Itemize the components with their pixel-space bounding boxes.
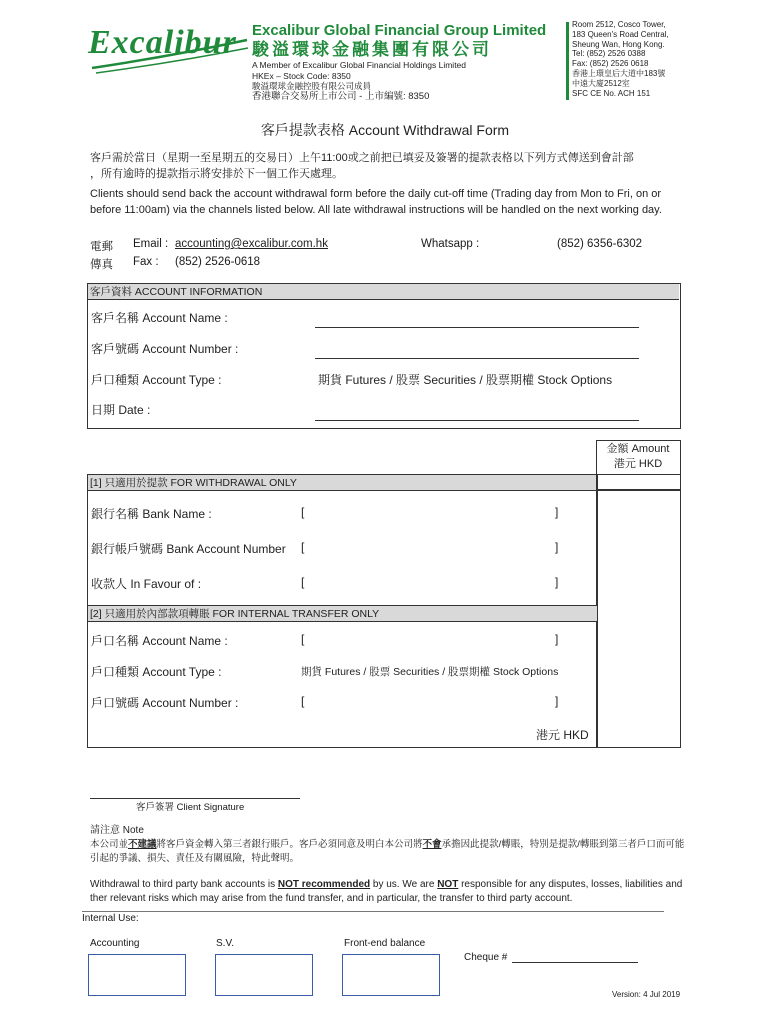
company-name-en: Excalibur Global Financial Group Limited bbox=[252, 22, 547, 39]
accounting-label: Accounting bbox=[90, 938, 140, 949]
transfer-header: [2] 只適用於內部款項轉賬 FOR INTERNAL TRANSFER ONLY bbox=[88, 606, 597, 622]
total-row-spacer bbox=[88, 716, 597, 718]
intro-zh-1: 客戶需於當日（星期一至星期五的交易日）上午11:00或之前把已填妥及簽署的提款表格以下列方式傳送到會計部 bbox=[90, 152, 634, 164]
version-label: Version: 4 Jul 2019 bbox=[612, 990, 681, 999]
amount-header-rule bbox=[597, 489, 680, 491]
account-number-label: 客戶號碼 Account Number : bbox=[91, 342, 239, 356]
hkex-line: HKEx – Stock Code: 8350 bbox=[252, 70, 351, 81]
frontend-balance-label: Front-end balance bbox=[344, 938, 426, 949]
bracket-close: ] bbox=[555, 540, 559, 554]
address-line: Room 2512, Cosco Tower, bbox=[572, 20, 666, 29]
bracket-close: ] bbox=[555, 694, 559, 708]
company-address bbox=[572, 20, 669, 98]
signature-label: 客戶簽署 Client Signature bbox=[136, 802, 245, 813]
transfer-type-options[interactable]: 期貨 Futures / 股票 Securities / 股票期權 Stock Options bbox=[301, 666, 559, 678]
email-zh-label: 電郵 bbox=[90, 241, 113, 253]
account-type-options[interactable]: 期貨 Futures / 股票 Securities / 股票期權 Stock Options bbox=[318, 373, 613, 387]
note-zh-post: 承擔因此提款/轉賬，特別是提款/轉賬到第三者戶口而可能引起的爭議、損失、責任及有關風險，特此聲明。 bbox=[90, 839, 685, 864]
transfer-number-input[interactable] bbox=[308, 689, 552, 709]
note-en-post: responsible for any disputes, losses, liabilities and ther relevant risks which may arise from the fund transfer, and in particular, the transfer to third party account. bbox=[90, 879, 683, 904]
address-line: Sheung Wan, Hong Kong. bbox=[572, 39, 665, 49]
transfer-type-label: 戶口種類 Account Type : bbox=[91, 665, 222, 679]
address-divider bbox=[566, 22, 569, 100]
amount-header-box bbox=[596, 440, 681, 474]
bracket-close: ] bbox=[555, 575, 559, 589]
company-name-zh: 駿溢環球金融集團有限公司 bbox=[252, 40, 492, 59]
transfer-number-label: 戶口號碼 Account Number : bbox=[91, 696, 239, 710]
account-type-label: 戶口種類 Account Type : bbox=[91, 373, 222, 387]
bracket-close: ] bbox=[555, 632, 559, 646]
transfer-name-input[interactable] bbox=[308, 627, 552, 647]
bank-account-input[interactable] bbox=[308, 535, 552, 555]
company-info bbox=[252, 22, 546, 102]
favour-input[interactable] bbox=[308, 570, 552, 590]
bank-name-label: 銀行名稱 Bank Name : bbox=[91, 507, 212, 521]
bracket-open: [ bbox=[301, 575, 305, 589]
note-en-bold-2: NOT bbox=[437, 879, 459, 890]
account-name-label: 客戶名稱 Account Name : bbox=[91, 311, 228, 325]
sv-label: S.V. bbox=[216, 938, 234, 949]
date-field[interactable] bbox=[315, 420, 639, 421]
member-line: A Member of Excalibur Global Financial Holdings Limited bbox=[252, 60, 467, 70]
bracket-open: [ bbox=[301, 540, 305, 554]
note-en-bold-1: NOT recommended bbox=[277, 879, 371, 890]
internal-use-divider bbox=[82, 911, 664, 912]
whatsapp-label: Whatsapp : bbox=[421, 238, 480, 250]
sv-box[interactable] bbox=[215, 954, 313, 996]
cheque-field[interactable] bbox=[512, 962, 638, 963]
whatsapp-value: (852) 6356-6302 bbox=[557, 238, 643, 250]
form-title: 客戶提款表格 Account Withdrawal Form bbox=[260, 122, 510, 138]
email-label: Email : bbox=[133, 238, 169, 250]
cheque-label: Cheque # bbox=[464, 952, 508, 963]
account-number-field[interactable] bbox=[315, 358, 639, 359]
note-zh bbox=[90, 838, 690, 866]
bracket-open: [ bbox=[301, 694, 305, 708]
bracket-open: [ bbox=[301, 505, 305, 519]
note-zh-bold-2: 不會 bbox=[422, 839, 442, 850]
date-label: 日期 Date : bbox=[91, 403, 151, 417]
address-line: Fax: (852) 2526 0618 bbox=[572, 59, 649, 69]
note-en bbox=[90, 878, 690, 906]
withdrawal-header: [1] 只適用於提款 FOR WITHDRAWAL ONLY bbox=[88, 475, 597, 491]
email-link[interactable]: accounting@excalibur.com.hk bbox=[175, 238, 328, 250]
note-zh-mid: 將客戶資金轉入第三者銀行賬戶。客戶必須同意及明白本公司將 bbox=[156, 839, 423, 850]
note-zh-pre: 本公司並 bbox=[90, 839, 129, 850]
listed-line-zh: 香港聯合交易所上市公司 - 上市編號: 8350 bbox=[252, 90, 430, 102]
address-line: 中遠大廈2512室 bbox=[572, 78, 630, 88]
fax-label: Fax : bbox=[133, 256, 159, 268]
bracket-open: [ bbox=[301, 632, 305, 646]
address-line: 183 Queen's Road Central, bbox=[572, 29, 669, 39]
company-logo bbox=[82, 18, 252, 78]
note-en-pre: Withdrawal to third party bank accounts is bbox=[90, 879, 278, 890]
logo-text: Excalibur bbox=[88, 24, 237, 61]
amount-input[interactable] bbox=[599, 492, 679, 746]
bank-account-label: 銀行帳戶號碼 Bank Account Number bbox=[91, 542, 286, 556]
intro-zh-2: ，所有逾時的提款指示將安排於下一個工作天處理。 bbox=[90, 168, 343, 180]
note-title: 請注意 Note bbox=[90, 825, 144, 836]
total-currency-label: 港元 HKD bbox=[536, 728, 589, 742]
frontend-balance-box[interactable] bbox=[342, 954, 440, 996]
internal-use-title: Internal Use: bbox=[82, 913, 139, 924]
fax-value: (852) 2526-0618 bbox=[175, 256, 261, 268]
bank-name-input[interactable] bbox=[308, 500, 552, 520]
address-line: SFC CE No. ACH 151 bbox=[572, 88, 651, 98]
accounting-box[interactable] bbox=[88, 954, 186, 996]
amount-currency-label: 港元 HKD bbox=[613, 458, 663, 470]
address-line: 香港上環皇后大道中183號 bbox=[572, 68, 666, 78]
bracket-close: ] bbox=[555, 505, 559, 519]
favour-label: 收款人 In Favour of : bbox=[91, 577, 202, 591]
member-line-zh: 駿溢環球金融控股有限公司成員 bbox=[252, 81, 372, 91]
fax-zh-label: 傳真 bbox=[90, 259, 113, 271]
note-en-mid: by us. We are bbox=[370, 879, 438, 890]
transfer-name-label: 戶口名稱 Account Name : bbox=[91, 634, 228, 648]
account-name-field[interactable] bbox=[315, 327, 639, 328]
address-line: Tel: (852) 2526 0388 bbox=[572, 49, 646, 59]
account-info-header: 客戶資料 ACCOUNT INFORMATION bbox=[88, 284, 679, 300]
amount-label: 金額 Amount bbox=[606, 443, 670, 455]
note-zh-bold-1: 不建議 bbox=[128, 839, 157, 850]
intro-en: Clients should send back the account withdrawal form before the daily cut-off time (Trading day from Mon to Fri, on or before 11:00am) via the channels listed below. All late withdrawal instructions will be handled on the next working day. bbox=[90, 188, 662, 216]
